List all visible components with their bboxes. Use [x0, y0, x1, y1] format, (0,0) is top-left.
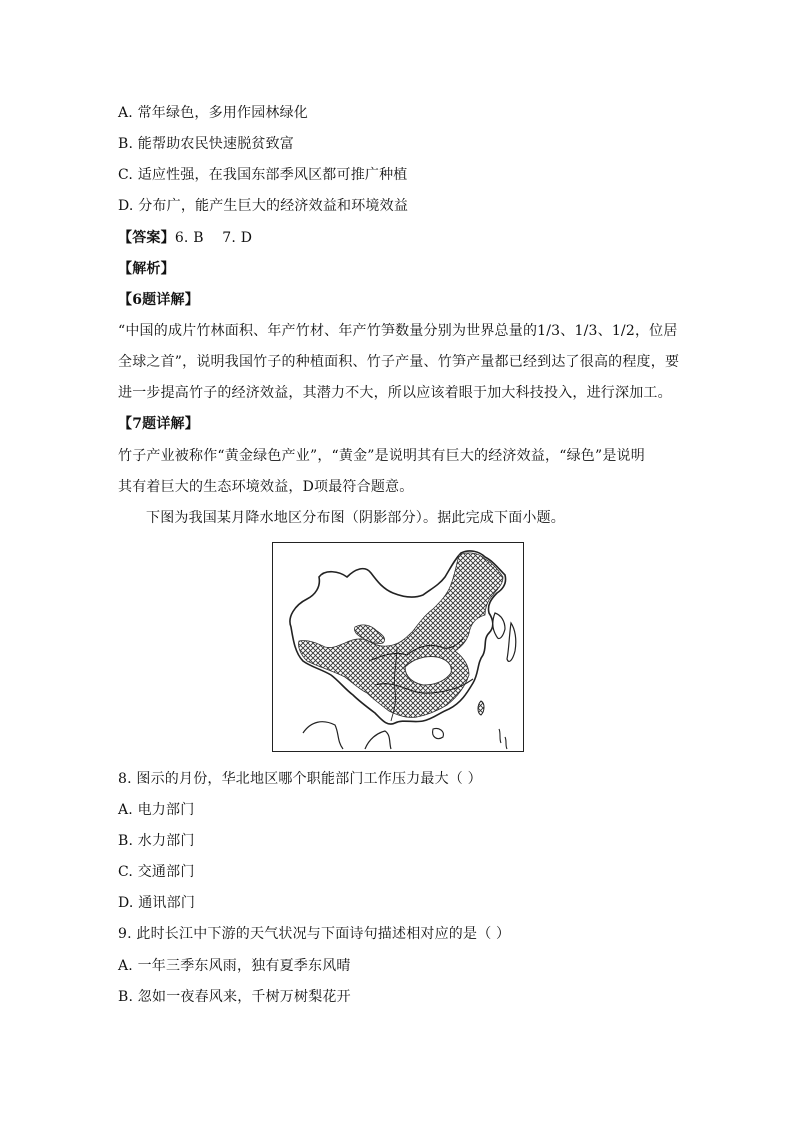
q7-option-a: A. 常年绿色，多用作园林绿化 — [118, 105, 309, 121]
q6-detail-title: 【6题详解】 — [118, 292, 199, 308]
q9-option-a: A. 一年三季东风雨，独有夏季东风晴 — [118, 958, 351, 974]
answer-text: 6. B 7. D — [174, 230, 253, 246]
q8-stem: 8. 图示的月份，华北地区哪个职能部门工作压力最大（ ） — [118, 771, 482, 787]
q7-option-b: B. 能帮助农民快速脱贫致富 — [118, 136, 294, 152]
answer-label: 【答案】 — [118, 230, 175, 246]
q6-detail-line-2: 全球之首”，说明我国竹子的种植面积、竹子产量、竹笋产量都已经到达了很高的程度，要 — [118, 354, 680, 370]
hainan-island — [433, 728, 444, 738]
precipitation-map — [272, 542, 524, 752]
q8-option-a: A. 电力部门 — [118, 802, 195, 818]
taiwan-island — [478, 701, 484, 715]
q8-option-b: B. 水力部门 — [118, 833, 195, 849]
q6-detail-line-3: 进一步提高竹子的经济效益，其潜力不大，所以应该着眼于加大科技投入，进行深加工。 — [118, 385, 672, 401]
southwest-coast — [303, 722, 343, 749]
china-map-svg — [273, 543, 522, 750]
q8-option-c: C. 交通部门 — [118, 864, 195, 880]
japan-island — [507, 623, 516, 661]
korean-peninsula — [493, 613, 505, 639]
map-intro: 下图为我国某月降水地区分布图（阴影部分）。据此完成下面小题。 — [146, 510, 565, 526]
q7-detail-title: 【7题详解】 — [118, 416, 199, 432]
q8-option-d: D. 通讯部门 — [118, 895, 196, 911]
q7-option-c: C. 适应性强，在我国东部季风区都可推广种植 — [118, 167, 408, 183]
q6-detail-line-1: “中国的成片竹林面积、年产竹材、年产竹笋数量分别为世界总量的1/3、1/3、1/2，位居 — [118, 323, 678, 339]
q9-stem: 9. 此时长江中下游的天气状况与下面诗句描述相对应的是（ ） — [118, 926, 511, 942]
southern-coast — [365, 731, 391, 749]
q7-detail-line-2: 其有着巨大的生态环境效益，D项最符合题意。 — [118, 479, 414, 495]
q7-detail-line-1: 竹子产业被称作“黄金绿色产业”，“黄金”是说明其有巨大的经济效益，“绿色”是说明 — [118, 448, 645, 464]
answer-line — [118, 230, 252, 246]
philippine-islets — [499, 729, 507, 749]
q9-option-b: B. 忽如一夜春风来，千树万树梨花开 — [118, 989, 351, 1005]
q7-option-d: D. 分布广，能产生巨大的经济效益和环境效益 — [118, 198, 409, 214]
analysis-title: 【解析】 — [118, 261, 175, 277]
